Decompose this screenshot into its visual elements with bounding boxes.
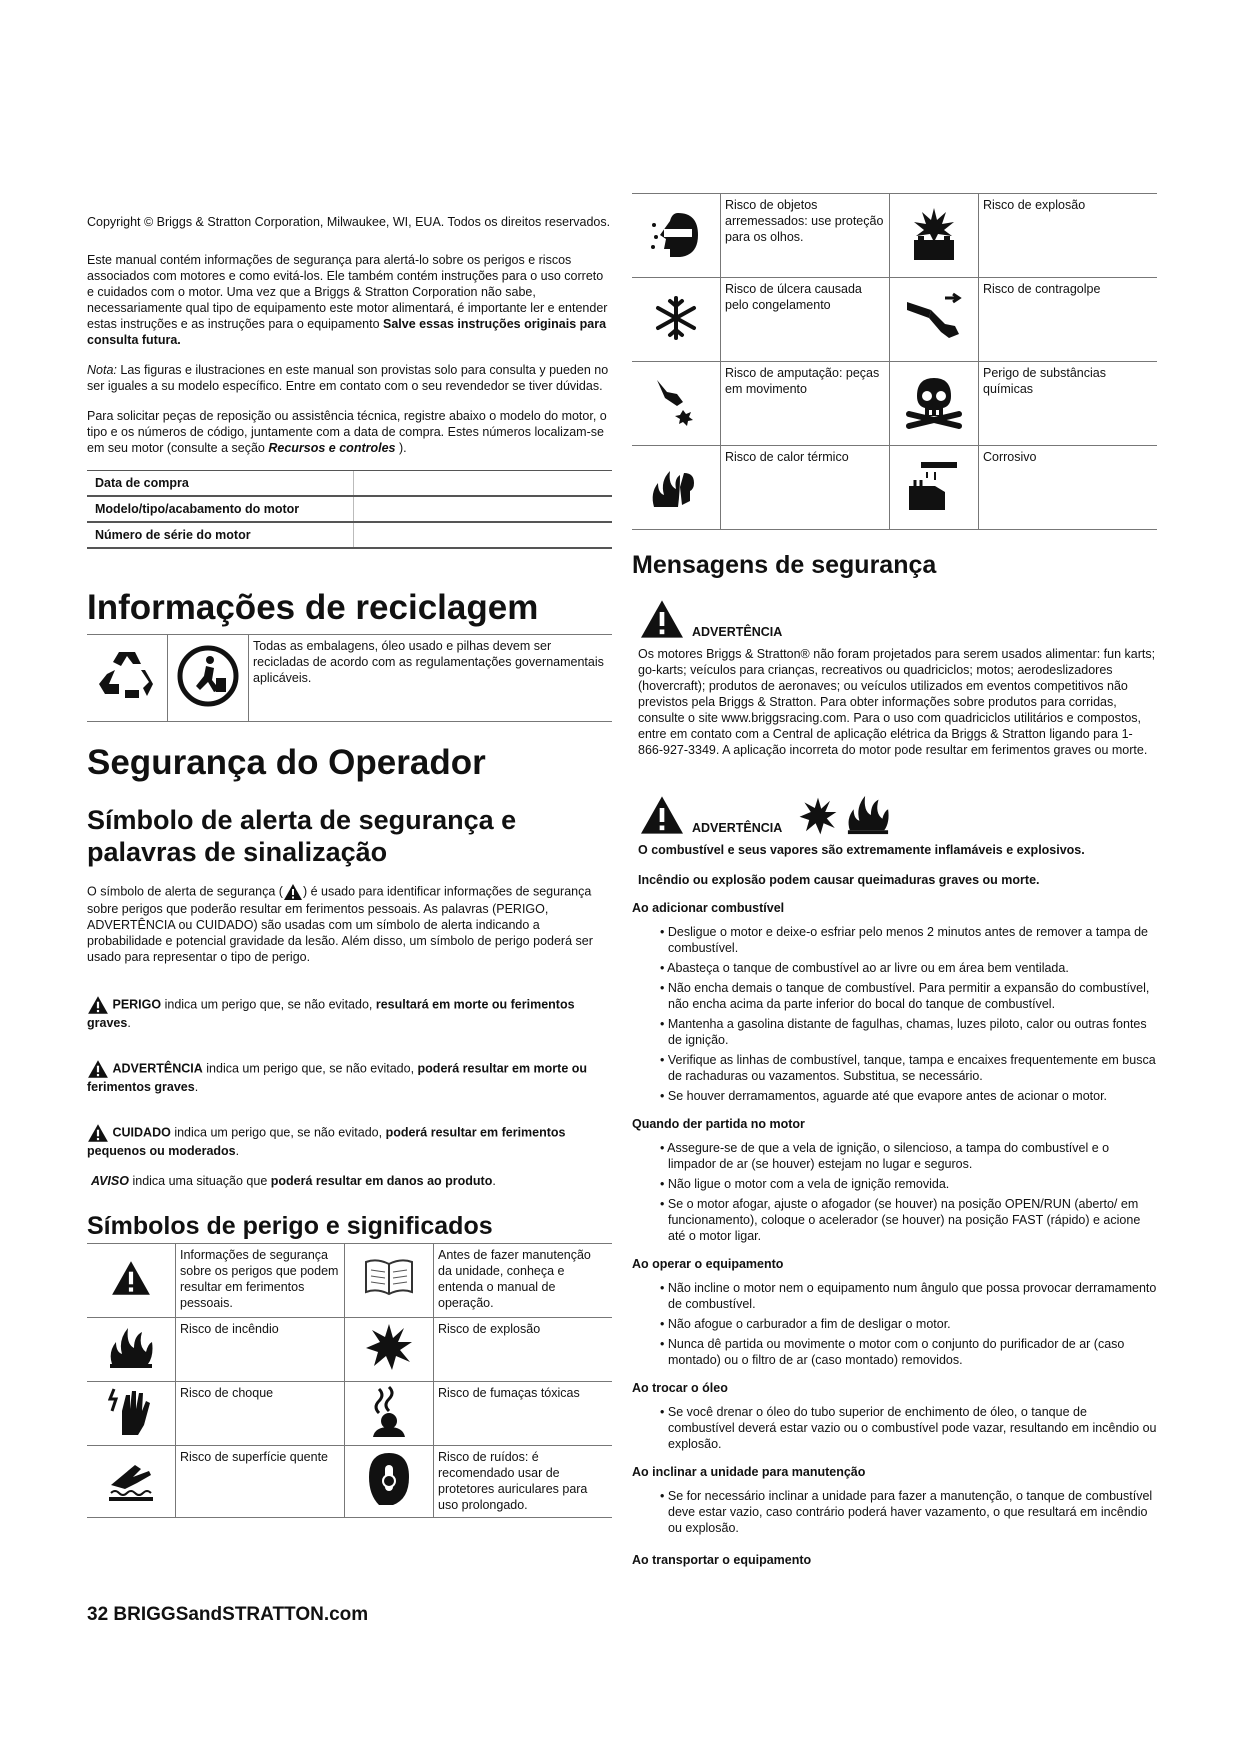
hazard-symbols-table — [87, 1243, 612, 1518]
list-item: • Verifique as linhas de combustível, tanque, tampa e encaixes frequentemente em busca de rachaduras ou vazamentos. Substitua, se necessário. — [660, 1052, 1157, 1084]
registration-table — [87, 470, 612, 549]
warning-label: ADVERTÊNCIA — [692, 625, 783, 639]
hazard-thrown-objects: Risco de objetos arremessados: use proteção para os olhos. — [721, 194, 890, 278]
hazard-amputation: Risco de amputação: peças em movimento — [721, 362, 890, 446]
hazard-symbols-table-continued — [632, 193, 1157, 530]
fire-icon — [106, 1324, 156, 1370]
bullet-list — [632, 1280, 1157, 1368]
reg-purchase-date-value[interactable] — [354, 471, 613, 497]
bullet-list — [632, 1404, 1157, 1452]
list-item: • Assegure-se de que a vela de ignição, o silencioso, a tampa do combustível e o limpador de ar (se houver) estejam no lugar e seguros. — [660, 1140, 1157, 1172]
perigo-definition: PERIGO indica um perigo que, se não evitado, resultará em morte ou ferimentos graves. — [87, 995, 612, 1031]
dispose-icon-cell — [168, 634, 249, 721]
warning-label: ADVERTÊNCIA — [692, 821, 783, 835]
symbol-hot-surface: Risco de superfície quente — [176, 1445, 345, 1517]
hearing-protection-icon — [365, 1451, 413, 1507]
page-footer: 32 BRIGGSandSTRATTON.com — [87, 1604, 369, 1625]
bullet-list — [632, 1140, 1157, 1244]
list-item: • Se você drenar o óleo do tubo superior de enchimento de óleo, o tanque de combustível deverá estar vazio ou o combustível pode vazar, resultando em incêndio ou explosão. — [660, 1404, 1157, 1452]
starting-section — [632, 1116, 1157, 1244]
list-item: • Se o motor afogar, ajuste o afogador (se houver) na posição OPEN/RUN (aberto/ em funcionamento), coloque o acelerador (se houver) na posição FAST (rápido) e acione até o motor ligar. — [660, 1196, 1157, 1244]
warning-header-2 — [632, 792, 1157, 836]
operator-title: Segurança do Operador — [87, 742, 486, 782]
kickback-icon — [905, 290, 963, 346]
hazard-explosion: Risco de explosão — [979, 194, 1158, 278]
toxic-fumes-icon — [367, 1385, 411, 1437]
symbol-safety-info: Informações de segurança sobre os perigos que podem resultar em ferimentos pessoais. — [176, 1243, 345, 1317]
cuidado-definition: CUIDADO indica um perigo que, se não evitado, poderá resultar em ferimentos pequenos ou moderados. — [87, 1123, 612, 1159]
alert-symbol-title: Símbolo de alerta de segurança e palavras de sinalização — [87, 805, 517, 868]
explosion-icon — [798, 796, 838, 836]
transport-section-title: Ao transportar o equipamento — [632, 1553, 812, 1567]
intro-paragraph: Este manual contém informações de segurança para alertá-lo sobre os perigos e riscos associados com motores e como evitá-los. Ele também contém instruções para o uso correto e cuidados com o motor. Uma vez que a Briggs & Stratton Corporation não sabe, necessariamente qual tipo de equipamento este motor alimentará, é importante ler e entender estas instruções e as instruções para o equipamento Salve essas instruções originais para consulta futura. — [87, 253, 608, 347]
symbol-fire: Risco de incêndio — [176, 1317, 345, 1381]
list-item: • Nunca dê partida ou movimente o motor com o conjunto do purificador de ar (caso montado) ou o filtro de ar (caso montado) removidos. — [660, 1336, 1157, 1368]
warning-alert-icon — [638, 598, 686, 640]
hazard-frostbite: Risco de úlcera causada pelo congelamento — [721, 278, 890, 362]
warning-2-line-2: Incêndio ou explosão podem causar queimaduras graves ou morte. — [638, 873, 1040, 887]
eye-protection-icon — [650, 209, 702, 259]
battery-explosion-icon — [908, 206, 960, 262]
recycling-text: Todas as embalagens, óleo usado e pilhas devem ser recicladas de acordo com as regulamentações governamentais aplicáveis. — [249, 634, 613, 721]
right-column — [632, 193, 1157, 1576]
hazard-thermal: Risco de calor térmico — [721, 446, 890, 530]
hazard-chemical: Perigo de substâncias químicas — [979, 362, 1158, 446]
copyright: Copyright © Briggs & Stratton Corporation, Milwaukee, WI, EUA. Todos os direitos reservados. — [87, 215, 611, 229]
hazard-kickback: Risco de contragolpe — [979, 278, 1158, 362]
operating-section — [632, 1256, 1157, 1368]
recycling-table — [87, 634, 612, 722]
tilting-section — [632, 1464, 1157, 1536]
recycle-icon-cell — [87, 634, 168, 721]
section-title: Ao inclinar a unidade para manutenção — [632, 1465, 866, 1479]
fuel-section — [632, 900, 1157, 1104]
safety-messages-title: Mensagens de segurança — [632, 551, 937, 579]
warning-2-line-1: O combustível e seus vapores são extremamente inflamáveis e explosivos. — [638, 843, 1085, 857]
section-title: Ao trocar o óleo — [632, 1381, 728, 1395]
list-item: • Se houver derramamentos, aguarde até que evapore antes de acionar o motor. — [660, 1088, 1157, 1104]
symbols-title: Símbolos de perigo e significados — [87, 1211, 493, 1240]
frostbite-icon — [653, 295, 699, 341]
list-item: • Não afogue o carburador a fim de desligar o motor. — [660, 1316, 1157, 1332]
list-item: • Abasteça o tanque de combustível ao ar livre ou em área bem ventilada. — [660, 960, 1157, 976]
symbol-explosion: Risco de explosão — [434, 1317, 613, 1381]
amputation-icon — [653, 376, 699, 428]
symbol-shock: Risco de choque — [176, 1381, 345, 1445]
note-paragraph: Nota: Las figuras e ilustraciones en este manual son provistas solo para consulta y pueden no ser iguales a su modelo específico. Entre em contato com o seu revendedor se tiver dúvidas. — [87, 363, 609, 393]
chemical-hazard-icon — [903, 374, 965, 430]
aviso-definition: AVISO indica uma situação que poderá resultar em danos ao produto. — [91, 1173, 496, 1188]
list-item: • Não encha demais o tanque de combustível. Para permitir a expansão do combustível, não encha acima da parte inferior do bocal do tanque de combustível. — [660, 980, 1157, 1012]
bullet-list — [632, 1488, 1157, 1536]
list-item: • Não incline o motor nem o equipamento num ângulo que possa provocar derramamento de combustível. — [660, 1280, 1157, 1312]
warning-alert-icon — [638, 794, 686, 836]
symbol-read-manual: Antes de fazer manutenção da unidade, conheça e entenda o manual de operação. — [434, 1243, 613, 1317]
oil-change-section — [632, 1380, 1157, 1452]
list-item: • Se for necessário inclinar a unidade para fazer a manutenção, o tanque de combustível deve estar vazio, caso contrário poderá haver vazamento, o que resultará em incêndio ou explosão. — [660, 1488, 1157, 1536]
manual-book-icon — [363, 1258, 415, 1298]
symbol-toxic-fumes: Risco de fumaças tóxicas — [434, 1381, 613, 1445]
section-title: Quando der partida no motor — [632, 1117, 805, 1131]
safety-alert-icon — [110, 1259, 152, 1297]
list-item: • Não ligue o motor com a vela de ignição removida. — [660, 1176, 1157, 1192]
reg-model: Modelo/tipo/acabamento do motor — [87, 496, 354, 522]
bullet-list — [632, 924, 1157, 1104]
advertencia-definition: ADVERTÊNCIA indica um perigo que, se não evitado, poderá resultar em morte ou ferimentos graves. — [87, 1059, 612, 1095]
electric-shock-icon — [108, 1385, 154, 1437]
warning-1-text: Os motores Briggs & Stratton® não foram projetados para serem usados alimentar: fun karts; go-karts; veículos para crianças, recreativos ou quadriciclos; motos; aerodeslizadores (hovercraft); produtos de aeronaves; ou veículos utilizados em eventos competitivos não previstos pela Briggs & Stratton. Para obter informações sobre produtos para corridas, consulte o site www.briggsracing.com. Para o uso com quadriciclos utilitários e compostos, entre em contato com a Central de aplicação elétrica da Briggs & Stratton ligando para 1-866-927-3349. A aplicação incorreta do motor pode resultar em ferimentos graves ou morte. — [638, 647, 1156, 757]
corrosive-icon — [905, 458, 963, 514]
fire-icon — [844, 792, 892, 836]
hot-surface-icon — [105, 1455, 157, 1503]
explosion-icon — [364, 1322, 414, 1372]
recycling-title: Informações de reciclagem — [87, 588, 539, 627]
section-title: Ao adicionar combustível — [632, 901, 785, 915]
parts-paragraph: Para solicitar peças de reposição ou assistência técnica, registre abaixo o modelo do motor, o tipo e os números de código, juntamente com a data de compra. Estes números localizam-se em seu motor (consulte a seção Recursos e controles ). — [87, 409, 607, 455]
reg-model-value[interactable] — [354, 496, 613, 522]
warning-header-1 — [632, 598, 1157, 640]
section-title: Ao operar o equipamento — [632, 1257, 784, 1271]
symbol-noise: Risco de ruídos: é recomendado usar de protetores auriculares para uso prolongado. — [434, 1445, 613, 1517]
safety-alert-icon — [283, 883, 303, 901]
dispose-properly-icon — [176, 644, 240, 708]
left-column — [87, 214, 612, 1518]
danger-alert-icon — [87, 995, 109, 1015]
thermal-burn-icon — [650, 461, 702, 511]
warning-alert-icon — [87, 1059, 109, 1079]
caution-alert-icon — [87, 1123, 109, 1143]
list-item: • Desligue o motor e deixe-o esfriar pelo menos 2 minutos antes de remover a tampa de combustível. — [660, 924, 1157, 956]
reg-purchase-date: Data de compra — [87, 471, 354, 497]
alert-paragraph: O símbolo de alerta de segurança ( ) é usado para identificar informações de segurança sobre perigos que poderão resultar em ferimentos pessoais. As palavras (PERIGO, ADVERTÊNCIA ou CUIDADO) são usadas com um símbolo de alerta indicando a probabilidade e potencial gravidade da lesão. Além disso, um símbolo de perigo poderá ser usado para representar o tipo de perigo. — [87, 884, 593, 964]
section-link: Recursos e controles — [268, 441, 396, 455]
recycle-icon — [95, 644, 159, 708]
hazard-corrosive: Corrosivo — [979, 446, 1158, 530]
list-item: • Mantenha a gasolina distante de fagulhas, chamas, luzes piloto, calor ou outras fontes de ignição. — [660, 1016, 1157, 1048]
reg-serial-value[interactable] — [354, 522, 613, 548]
reg-serial: Número de série do motor — [87, 522, 354, 548]
